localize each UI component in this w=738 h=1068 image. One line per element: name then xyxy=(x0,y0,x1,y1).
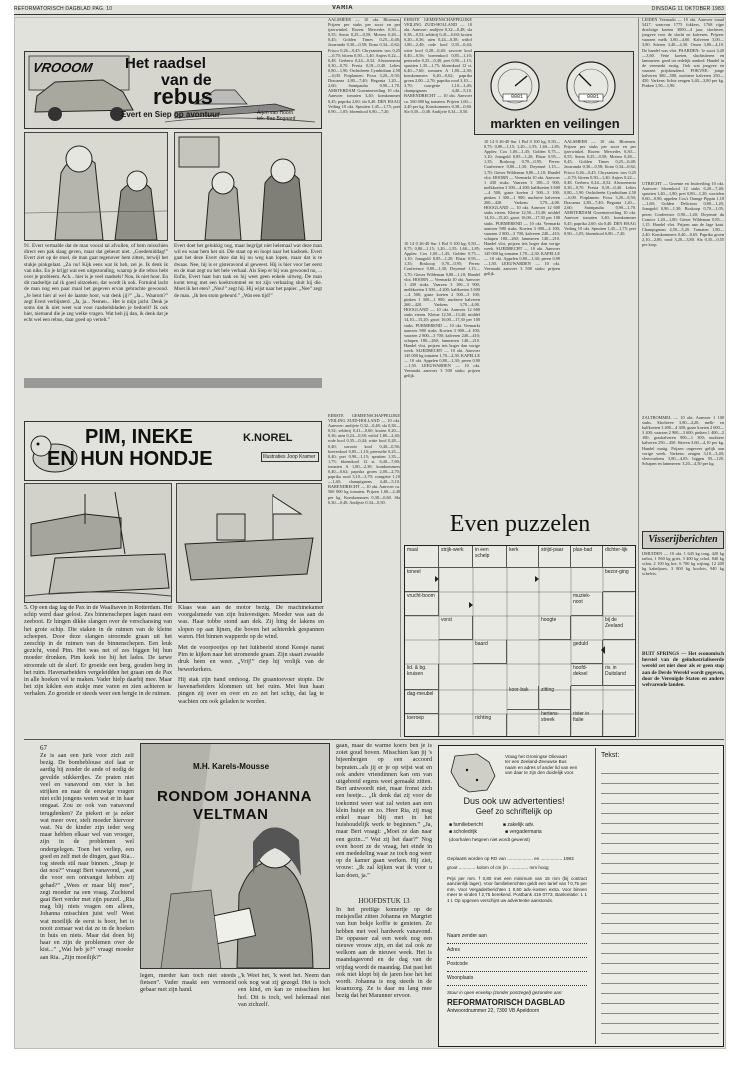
coupon-option-label: scholedrijk xyxy=(453,829,478,835)
coupon-name-field[interactable]: Naam zender aan xyxy=(447,930,587,944)
page-header-section: VARIA xyxy=(332,5,354,11)
puzzle-cell[interactable]: rivier in Italie xyxy=(571,710,603,736)
page-header-right: DINSDAG 11 OKTOBER 1983 xyxy=(651,6,724,12)
pim-author: K.NOREL xyxy=(243,432,293,444)
newspaper-page xyxy=(14,5,726,1049)
rebus-caption-right: Evert doet het gelukkig nog, maar begrijpt niet helemaal wat deze man wil en waar hem het uit. Die staat op en loopt naar het kasboek. Evert gaat het deze Evert deze dat hij nu weg kan lopen, maar dat is te dwaas. Nee, hij is er gisteravond al geweest. Hij is hier voor het eerst en de man zegt nu het hele verhaal. Als Siep er bij was gewoond nu, ... Enfin, Evert haat hun taak en hij weet geen enkele uitweg. De man komt terug met een koektrommel en tot zijn verbazing sluit hij die. Moet ik het eten? „Nou!” zegt hij. Hij wijst naar het papier. „Nee” zegt de man. „Ik ben stom gebeurd.” „Wat een tijd!” xyxy=(174,243,322,299)
checkbox-familiebericht[interactable]: ■ xyxy=(449,822,454,828)
coupon-intro-line4: van daar te zijn den duidelijk voor. xyxy=(505,770,575,776)
puzzle-cell[interactable]: toneel xyxy=(405,568,439,592)
market-section-title: markten en veilingen xyxy=(490,116,620,131)
pim-paragraph-1: 5. Op een dag lag de Pax in de Waalhaven in Rotterdam. Het schip werd daar gelost. Zes binnenschepen lagen naast een zeeboot. Er hingen dikke slangen over de verschansing van het grote schip. Die staken in de ruimen van de kleine scheepen. Door deze slangen stroomde graan uit het zeeschip in de ruimen van de binnenschepen. Een leuk gezicht, vond Pim. Het was net of zes biggen bij hun moeder dronken. Pim keek toe bij het lados. De tarwe stroomde uit de slurf. Er groeide een berg, gouden berg in het ruim. Havenarbeiders vergeleidden het graan om de Pax in alle hoeken vol te maken. Vader hielp daarbij mee. Maar het zijn kiklen een stukje mee varen en zien achteren te verhalen. Zo groeide er steeds weer een bergje in de ruimen. xyxy=(24,605,172,698)
coupon-postcode-field[interactable]: Postcode xyxy=(447,958,587,972)
buitenland-news: BUIT SPRINGS — Het economisch herstel van de geïndustrialiseerde wereld zet niet door als er geen stop aan de Derde Wereld wordt gegeven, door de Verenigde Staten en andere welvarende landen. xyxy=(642,651,724,689)
checkbox-scholedrijk[interactable]: ■ xyxy=(449,829,454,835)
coupon-option-label: zakelijk adv. xyxy=(507,822,535,828)
coupon-headline-2: Geef zo schriftelijk op xyxy=(475,807,553,816)
right-market-leiden: LEIDEN Veemarkt — 10 okt. Aanvoer totaal 5427, waarvan 1775 fokkers, 1768 rijpe drachtige koeien 3000—4 jaar, slachtvee, jongvee voor de slacht en kalveren. Prijzen: vaarzen melk 3,80—4,60. Kalveren 3,00—3,80. Stieren 3,40—4,30. Ossen 3,80—4,10. De handel was vlot. PAARDEN: 1e soort 3,20—3,60. Vette koeien, slachtstieren en lammeren: goed tot redelijk aanbod. Handel in de veemarkt rustig. Ook wat jongvee en vaarzen prijshoudend. FOKVEE: jonge kalveren 300—500, nuchtere kalveren 250—450. Varkens: lichte zeugen 3,40—3,80 per kg. Pinken 1,50—1,90. xyxy=(642,17,724,89)
puzzle-cell[interactable]: strijk-werk xyxy=(439,546,473,568)
coupon-organisation-address: Antwoordnummer 22, 7300 VB Apeldoorn xyxy=(447,1008,540,1014)
puzzle-cell[interactable]: vorst xyxy=(439,616,473,640)
coupon-date-field[interactable]: Geplaatst worden op RD van .................... en ................. 1983 xyxy=(447,856,574,861)
scale-readout-left: 0001 xyxy=(510,94,523,100)
scale-readout-right: 0001 xyxy=(586,94,599,100)
serial-text-left: Ze is aan een jurk voor zich zelf bezig. De bombeblouse stof laat er aardig bij zonder de ande of nodig de gevulde stikkerdjes. Ze praten niet veel en vanavond om vier is het strijken en naar de eeuwige vragen niet echt jongens weten wat er in haar omgaat. Zou ze ook van vanavond terugdenken? Ze piekert er ja zeker wat meer over, stelt moeder hiervoor vast. Nu de kinder zijn ieder weg maar hebben elkaar wel van vroeger, zijn in de problemen wel ondergelegen. Toen het verliep, een goed en zelf met de dingen, gaat Ria... tog steeds stil naar binnen. „Snap je dat nou?” vraagt Bert vanavond, „wat die voor een ontvangst hebben zij gehad?” „Wees er maar blij mee”, zegt moeder na een vraag. Zuchtend gaat Bert verder met zijn puzzel. „Ria mag blij niets vragen om alleen, Johanna misschien juist wel! Weet wat moeilijk de eerst is hoor, het is nooit zomaar wat dat ze in de hoeken in huis en niets. Maar dat doen bij haar en zijn de problemen over de kist...” „Wat heb je?” vraagt moeder aan Ria. „Zijn moeilijk?” xyxy=(40,753,134,961)
coupon-size-field[interactable]: groot ............. kolom of cm (in ............... mm hoog xyxy=(447,865,549,870)
puzzle-cell[interactable]: hertens-streek xyxy=(539,710,571,736)
serial-text-right: gaan, maar de warme koers ben je is zoiet goud boven. Misschien kan jij 's bijeenbergen op een accoord bepraten...als jij er je op wijst wat en ook andere vriendinnen kan om van uitgebreid ergens weet gemaakt zitten. Bert antwoordt niet, maar fronst zich een beetje... „Ik denk dat zij voor de toekomst weer wat zal weten aan een klein huisje en zo. Heer Ria, zij mag enkel maar blij met in het huishoudelijk werk te beginnen.” „Ja, maar Bert vraagt: „Moet ze dan naar een gezin...” Wat zij het daar?” Nog even hoort ze de vraag, het einde in een mededeling waar ze toch nog weer op de kamer gaan werken. Hij ziet, vrouw: „Ik zal kijken wat ik voor u kan doen, ja.” xyxy=(336,743,432,879)
puzzle-cell[interactable]: plas-bad xyxy=(571,546,603,568)
pim-title-line2: EN HUN HONDJE xyxy=(47,448,213,470)
coupon-text-label: Tekst: xyxy=(601,752,620,759)
puzzle-cell[interactable]: zitting xyxy=(539,686,571,710)
serial-chapter-heading: HOOFDSTUK 13 xyxy=(358,897,410,905)
right-market-zaltbommel: ZALTBOMMEL — 10 okt. Aanvoer 1 100 stuks. Slachtvee 3,80—4,20; melk- en kalfkoeien 3 400—4 300; guste koeien 2 600—3 200; vaarzen 2 900—3 600; pinken 1 400—2 100; graskalveren 900—1 300; nuchtere kalveren 250—450. Stieren 3,60—4,10 per kg. Handel matig. Prijzen ongeveer gelijk aan vorige week. Varkens: zeugen 3,10—3,40; vleesvarkens 3,80—4,05; biggen 95—120. Schapen en lammeren: 3,20—4,50 per kg. xyxy=(642,415,724,466)
serial-publisher: M.H. Karels-Mousse xyxy=(193,762,270,771)
coupon-mail-note: Stuur in open envelop (zonder postzegel) gezonden aan: xyxy=(447,990,563,995)
serial-text-mid2: „'k Weet het, 'k weet het. Neem dan ook nog wat zij gezegd. Het is toch een kind, en kan ze misschien het hof. Dit is toch, wel helemaal niet van zichzelf. xyxy=(238,973,330,1008)
coupon-organisation: REFORMATORISCH DAGBLAD xyxy=(447,998,565,1007)
puzzle-cell[interactable]: in een schelp xyxy=(473,546,507,568)
rebus-credit-author: Arjen van Hoorn xyxy=(257,110,294,116)
checkbox-zakelijk[interactable]: ■ xyxy=(502,822,508,828)
puzzle-cell[interactable]: dichter-lijk xyxy=(603,546,635,568)
coupon-intro-line3: naam en adres of ander lid van een xyxy=(505,764,578,770)
puzzle-cell[interactable]: muziek-noot xyxy=(571,592,603,616)
visserij-text: IJMUIDEN — 10 okt. 1 645 kg tong, 420 kg tarbot, 1 860 kg griet, 3 400 kg schol, 840 kg schar, 2 100 kg bot, 6 700 kg wijting, 12 400 kg kabeljauw, 3 800 kg koolvis, 940 kg schelvis. xyxy=(642,551,724,577)
pim-paragraph-2: Klaas was aan de motor bezig. De machinekamer voorgalsmede van zijn huisvestigen. Moeder was aan de was. Haar tobbe stond aan dek. Zij hing de lakens en slopen op aan lijnen, die boven het achterdek gespannen waren. Het binnen wapperde op de wind. xyxy=(178,605,324,640)
puzzle-cell[interactable]: toeroep xyxy=(405,714,439,736)
puzzle-cell[interactable]: baard xyxy=(473,640,507,664)
column-market-report-5: 10 14 0 26-40 Sur 1 Bol 0 100 kg; 0,50—0,75; 0,80—1,15; 1,20—1,55; 1,60—1,85; Apples: Cox 1,00—1,45; Golden 0,75—1,10; Jonagold 0,85—1,20; Elstar 0,95—1,35; Boskoop 0,70—0,95; Peren: Conference 0,80—1,30; Doyenné 1,15—1,70; Gieser Wildeman 0,80—1,10; Handel vlot. HOORN — Veemarkt 10 okt. Aanvoer 1 430 stuks. Vaarzen 3 100—3 900; melkkoeien 3 300—4 200; kalfkoeien 3 600—4 500; guste koeien 2 500—3 100; pinken 1 300—1 900; nuchtere kalveren 260—420. Varkens 3,70—4,00. HOOGLAND — 10 okt. Aanvoer 12 600 stuks eieren. Kleine 12,50—13,40; middel 14,10—15,20; groot 16,00—17,30 per 100 stuks. PURMEREND — 10 okt. Veemarkt aanvoer 980 stuks. Koeien 3 000—4 100; vaarzen 2 800—3 700; kalveren 240—410; schapen 180—260; lammeren 140—210. Handel vlot, prijzen iets hoger dan vorige week. SLIEDRECHT — 10 okt. Aanvoer 145 000 kg tomaten 1,70—2,30. KAPELLE — 10 okt. Appelen 0,80—1,30; peren 0,90—1,50. LEEUWARDEN — 10 okt. Veemarkt aanvoer 3 500 stuks; prijzen gelijk. xyxy=(484,139,560,277)
rebus-title-line3: rebus xyxy=(153,84,213,109)
column-market-report-2: EERSTE GEMEENSCHAPPELIJKE VEILING ZUID-HOLLAND — 10 okt. Aanvoer: andijvie 0,32—0,48; sla 0,38—0,52; selderij 0,41—0,60; kroten 0,20—0,36; uien 0,24—0,38; witlof 1,80—2,40; rode kool 0,35—0,44; witte kool 0,28—0,40; savooie kool 0,40—0,56; boerenkool 0,85—1,10; peterselie 0,25—0,40; prei 0,90—1,15; spruiten 1,35—1,75; bloemkool 12 st. 6,40—7,60; tomaten A 1,80—2,30; komkommers 0,40—0,62; paprika groen 2,00—2,70; paprika rood 3,10—3,70; courgette 1,10—1,40; champignons 4,40—5,10. BARENDRECHT — 10 okt. Aanvoer ca. 560 000 kg tomaten. Prijzen 1,60—2,40 per kg. Komkommers 0,38—0,60. Sla 0,30—0,48. Andijvie 0,34—0,50. xyxy=(404,17,472,114)
puzzle-cell[interactable]: strijd-paar xyxy=(539,546,571,568)
right-market-utrecht: UTRECHT — Groente en fruitveiling 10 okt. Aanvoer: bloemkool 12 stuks 6,20—7,40; spruiten 1,40—1,80; prei 0,80—1,20; wortelen 0,60—0,90; appelen Cox's Orange Pippin 1,10—1,60; Golden Delicious 0,80—1,20; Jonagold 0,90—1,30; Boskoop 0,70—1,05; peren Conference 0,90—1,40; Doyenné du Comice 1,20—1,80; Gieser Wildeman 0,85—1,15. Handel vlot. Prijzen aan de lage kant. Champignons 4,50—5,20. Tomaten 1,80—2,40. Komkommers 0,40—0,65. Paprika groen 2,10—2,80, rood 3,20—3,80. Sla 0,35—0,55 per krop. xyxy=(642,181,724,248)
serial-chapter-number: 67 xyxy=(40,744,47,752)
column-market-report-4: 10 14 0 26-40 Sur 1 Bol 0 100 kg; 0,50—0,75; 0,80—1,15; 1,20—1,55; 1,60—1,85; Apples: Cox 1,00—1,45; Golden 0,75—1,10; Jonagold 0,85—1,20; Elstar 0,95—1,35; Boskoop 0,70—0,95; Peren: Conference 0,80—1,30; Doyenné 1,15—1,70; Gieser Wildeman 0,80—1,10; Handel vlot. HOORN — Veemarkt 10 okt. Aanvoer 1 430 stuks. Vaarzen 3 100—3 900; melkkoeien 3 300—4 200; kalfkoeien 3 600—4 500; guste koeien 2 500—3 100; pinken 1 300—1 900; nuchtere kalveren 260—420. Varkens 3,70—4,00. HOOGLAND — 10 okt. Aanvoer 12 600 stuks eieren. Kleine 12,50—13,40; middel 14,10—15,20; groot 16,00—17,30 per 100 stuks. PURMEREND — 10 okt. Veemarkt aanvoer 980 stuks. Koeien 3 000—4 100; vaarzen 2 800—3 700; kalveren 240—410; schapen 180—260; lammeren 140—210. Handel vlot, prijzen iets hoger dan vorige week. SLIEDRECHT — 10 okt. Aanvoer 145 000 kg tomaten 1,70—2,30. KAPELLE — 10 okt. Appelen 0,80—1,30; peren 0,90—1,50. LEEUWARDEN — 10 okt. Veemarkt aanvoer 3 500 stuks; prijzen gelijk. xyxy=(404,241,480,379)
coupon-address-field[interactable]: Adres xyxy=(447,944,587,958)
serial-text-mid1: legen, merder kan toch niet steeds fietsen”. Vader maakt een vermoeid gebaar met zijn hand. xyxy=(140,973,236,994)
puzzle-cell[interactable]: dag-meubel xyxy=(405,690,439,714)
puzzle-cell[interactable]: vrucht-boom xyxy=(405,592,439,616)
column-market-report-3: EERSTE GEMEENSCHAPPELIJKE VEILING ZUID-HOLLAND — 10 okt. Aanvoer: andijvie 0,32—0,48; sla 0,38—0,52; selderij 0,41—0,60; kroten 0,20—0,36; uien 0,24—0,38; witlof 1,80—2,40; rode kool 0,35—0,44; witte kool 0,28—0,40; savooie kool 0,40—0,56; boerenkool 0,85—1,10; peterselie 0,25—0,40; prei 0,90—1,15; spruiten 1,35—1,75; bloemkool 12 st. 6,40—7,60; tomaten A 1,80—2,30; komkommers 0,40—0,62; paprika groen 2,00—2,70; paprika rood 3,10—3,70; courgette 1,10—1,40; champignons 4,40—5,10. BARENDRECHT — 10 okt. Aanvoer ca. 560 000 kg tomaten. Prijzen 1,60—2,40 per kg. Komkommers 0,38—0,60. Sla 0,30—0,48. Andijvie 0,34—0,50. xyxy=(328,413,400,505)
rebus-title-line2: van de xyxy=(161,72,212,89)
puzzle-cell[interactable]: hoofd-deksel xyxy=(571,664,603,686)
puzzle-cell[interactable]: koor-bak xyxy=(507,686,539,710)
puzzle-cell[interactable]: hoogte xyxy=(539,616,571,640)
rebus-subtitle: Evert en Siep op avontuur xyxy=(121,110,221,119)
coupon-option-label: vergadermaria xyxy=(509,829,542,835)
pim-paragraph-4: Hij stak zijn hand omhoog. De graantoevoer stopte. De havenarbeiders klommen uit het ruim. Met hun haan pingen zij over en over en zo zet het schip, dat lag te wachten om ook geladen te worden. xyxy=(178,677,324,705)
puzzle-cell[interactable]: lid. & bg. kruisen xyxy=(405,664,439,690)
pim-title-line1: PIM, INEKE xyxy=(85,426,193,448)
page-header-left: REFORMATORISCH DAGBLAD PAG. 10 xyxy=(14,6,113,12)
header-rule xyxy=(14,14,726,15)
rebus-banner: VROOOM xyxy=(31,60,94,75)
serial-title-line1: RONDOM JOHANNA xyxy=(157,788,313,805)
puzzle-cell[interactable]: geduld xyxy=(571,640,603,664)
pim-paragraph-3: Met de voorpootjes op het luikbeeld stond Keesje nanst Pim te kijken naar het stromende graan. Zijn staart zwaaide druk heen en weer. „Vrij!” riep hij vrolijk van de bewerkerkers. xyxy=(178,645,324,673)
coupon-price-text: Prijs per mm. f 0,80 met een minimum van 15 mm (bij contract aanzienlijk lager). Voor familieberichten geldt een tarief van f 0,75 per mm. Voor Vergaderberichten 1 0,50 adv.-kosten extra. Voor binnen meer te vinden f 2,75 berekend. Postbank 419 0773, Bankrelatie: 1 1 1 t. Op opgeven verschijnt uw advertentie aanstonds. xyxy=(447,876,587,903)
page-frame xyxy=(14,17,726,1049)
checkbox-vergadering[interactable]: ■ xyxy=(505,829,510,835)
coupon-intro-line2: ter een Zeeland-Zeeuwse Bus xyxy=(505,759,567,765)
puzzle-cell[interactable]: richting xyxy=(473,714,507,736)
puzzle-title: Even puzzelen xyxy=(449,511,591,537)
puzzle-cell[interactable]: bij de Zeeland xyxy=(603,616,635,640)
column-market-report-1: AALSMEER — 10 okt. Bloemen. Prijzen per stuks per soort en per ijzerwinkel. Rozen: Mercedes 0,30—0,55; Sonia 0,25—0,50; Motrea 0,28—0,45; Golden Times 0,25—0,48; Jacaranda 0,30—0,58; Ilona 0,34—0,62; Frisco 0,26—0,45. Chrysanten: tros 0,25—0,70; bloem 0,50—1,40. Anjers 0,22—0,48. Gerbera 0,24—0,52. Alstroemeria 0,30—0,70. Fresia 0,18—0,40. Lelies 0,80—1,90. Orchideeën Cymbidium 2,50—6,00. Potplanten: Ficus 3,20—9,50; Dracaena 2,80—7,40; Begonia 1,20—2,60; Saintpaulia 0,90—1,70. AMSTERDAM Groentenveiling 10 okt. Aanvoer tomaten 3,40; komkommer 0,45; paprika 2,60; sla 0,40. DEN HAAG Veiling 10 okt. Spruiten 1,45—1,75; prei 0,90—1,05; bloemkool 6,80—7,20. xyxy=(328,17,400,114)
column-market-report-6: AALSMEER — 10 okt. Bloemen. Prijzen per stuks per soort en per ijzerwinkel. Rozen: Mercedes 0,30—0,55; Sonia 0,25—0,50; Motrea 0,28—0,45; Golden Times 0,25—0,48; Jacaranda 0,30—0,58; Ilona 0,34—0,62; Frisco 0,26—0,45. Chrysanten: tros 0,25—0,70; bloem 0,50—1,40. Anjers 0,22—0,48. Gerbera 0,24—0,52. Alstroemeria 0,30—0,70. Fresia 0,18—0,40. Lelies 0,80—1,90. Orchideeën Cymbidium 2,50—6,00. Potplanten: Ficus 3,20—9,50; Dracaena 2,80—7,40; Begonia 1,20—2,60; Saintpaulia 0,90—1,70. AMSTERDAM Groentenveiling 10 okt. Aanvoer tomaten 3,40; komkommer 0,45; paprika 2,60; sla 0,40. DEN HAAG Veiling 10 okt. Spruiten 1,45—1,75; prei 0,90—1,05; bloemkool 6,80—7,20. xyxy=(564,139,636,236)
coupon-headline-1: Dus ook uw advertenties! xyxy=(463,796,565,806)
pim-credit: Illustraties Joop Kramer xyxy=(261,452,319,462)
serial-text-chapter: In het prettige komertje op de meisjesflat zitten Johanna en Margriet van hun bokje koffie te genieten. Ze hebben met veel hardwerk vanavond. De oppasser zal een week nog een nieuwe vrouw zijn, en dat zal ook ze welkom aan de nieuwe week. Het is maandagavond en de dag van de vrijdag wordt de maandag. Dat past het ook niet klopt bij de jaren hoe het het wordt. Johanna is nog steeds in de kraamzorg. Ze is daar nu lang mee bezig dat het Maranner ervoor. xyxy=(336,907,432,1000)
coupon-note: (doorhalen hetgeen niet wordt gewenst) xyxy=(449,837,530,842)
puzzle-cell[interactable]: bezor-ging xyxy=(603,568,635,592)
rebus-credit-artist: tek. Bas Bogaard xyxy=(257,116,296,122)
coupon-intro-line1: Vraag het Groningse Olievaart xyxy=(505,754,567,759)
rebus-caption-left: 91. Evert vertaalde dat de man vooral tal afvullen, of hem misschien direct een pak slaag geven, maar dat gebeurt niet. „Goedemiddag!” Evert ziet op de stoel, de man gaat tegenover hem zitten, terwijl het stukje pinkgelaat. „Zo nu! Kijk eens wat ik heb, zei je. Ik denk ik van niks. En je krijgt wat een uitgezonding, waarop je die rebus hebt over je probleem. Ach... hier is je veel raadsels! Nou, ik niet hoor. En dit raadseltje zal ik goed uitzoeken, dat wordt ik ook. Fortuind lacht de man nog een paar maal het gegeven ervan gebrachte gewoond. „Je bent hier al wel de laatste hoor, wat denk jij?” „Ja... Waarom?” zegt Evert verbijsterd. „Ja, ja... Nemen... Het is mijn jacht. Denk je soms dat ik niet weet wat voor raadselsbladen je bedoelt? Ik ook hier, niemand die je zeg welke vragen. Wat heb jij dan, ik denk dat je echt wel een rebus, daar goed op vertelt.” xyxy=(24,243,168,324)
puzzle-cell[interactable]: kerk xyxy=(507,546,539,568)
puzzle-cell[interactable]: riv. in Duitsland xyxy=(603,664,635,686)
serial-title-line2: VELTMAN xyxy=(193,806,269,823)
rebus-title-line1: Het raadsel xyxy=(125,55,206,72)
coupon-option-label: familiebericht xyxy=(453,822,483,828)
visserij-heading: Visserijberichten xyxy=(642,531,724,549)
coupon-place-field[interactable]: Woonplaats xyxy=(447,972,587,986)
puzzle-cell[interactable]: maal xyxy=(405,546,439,568)
